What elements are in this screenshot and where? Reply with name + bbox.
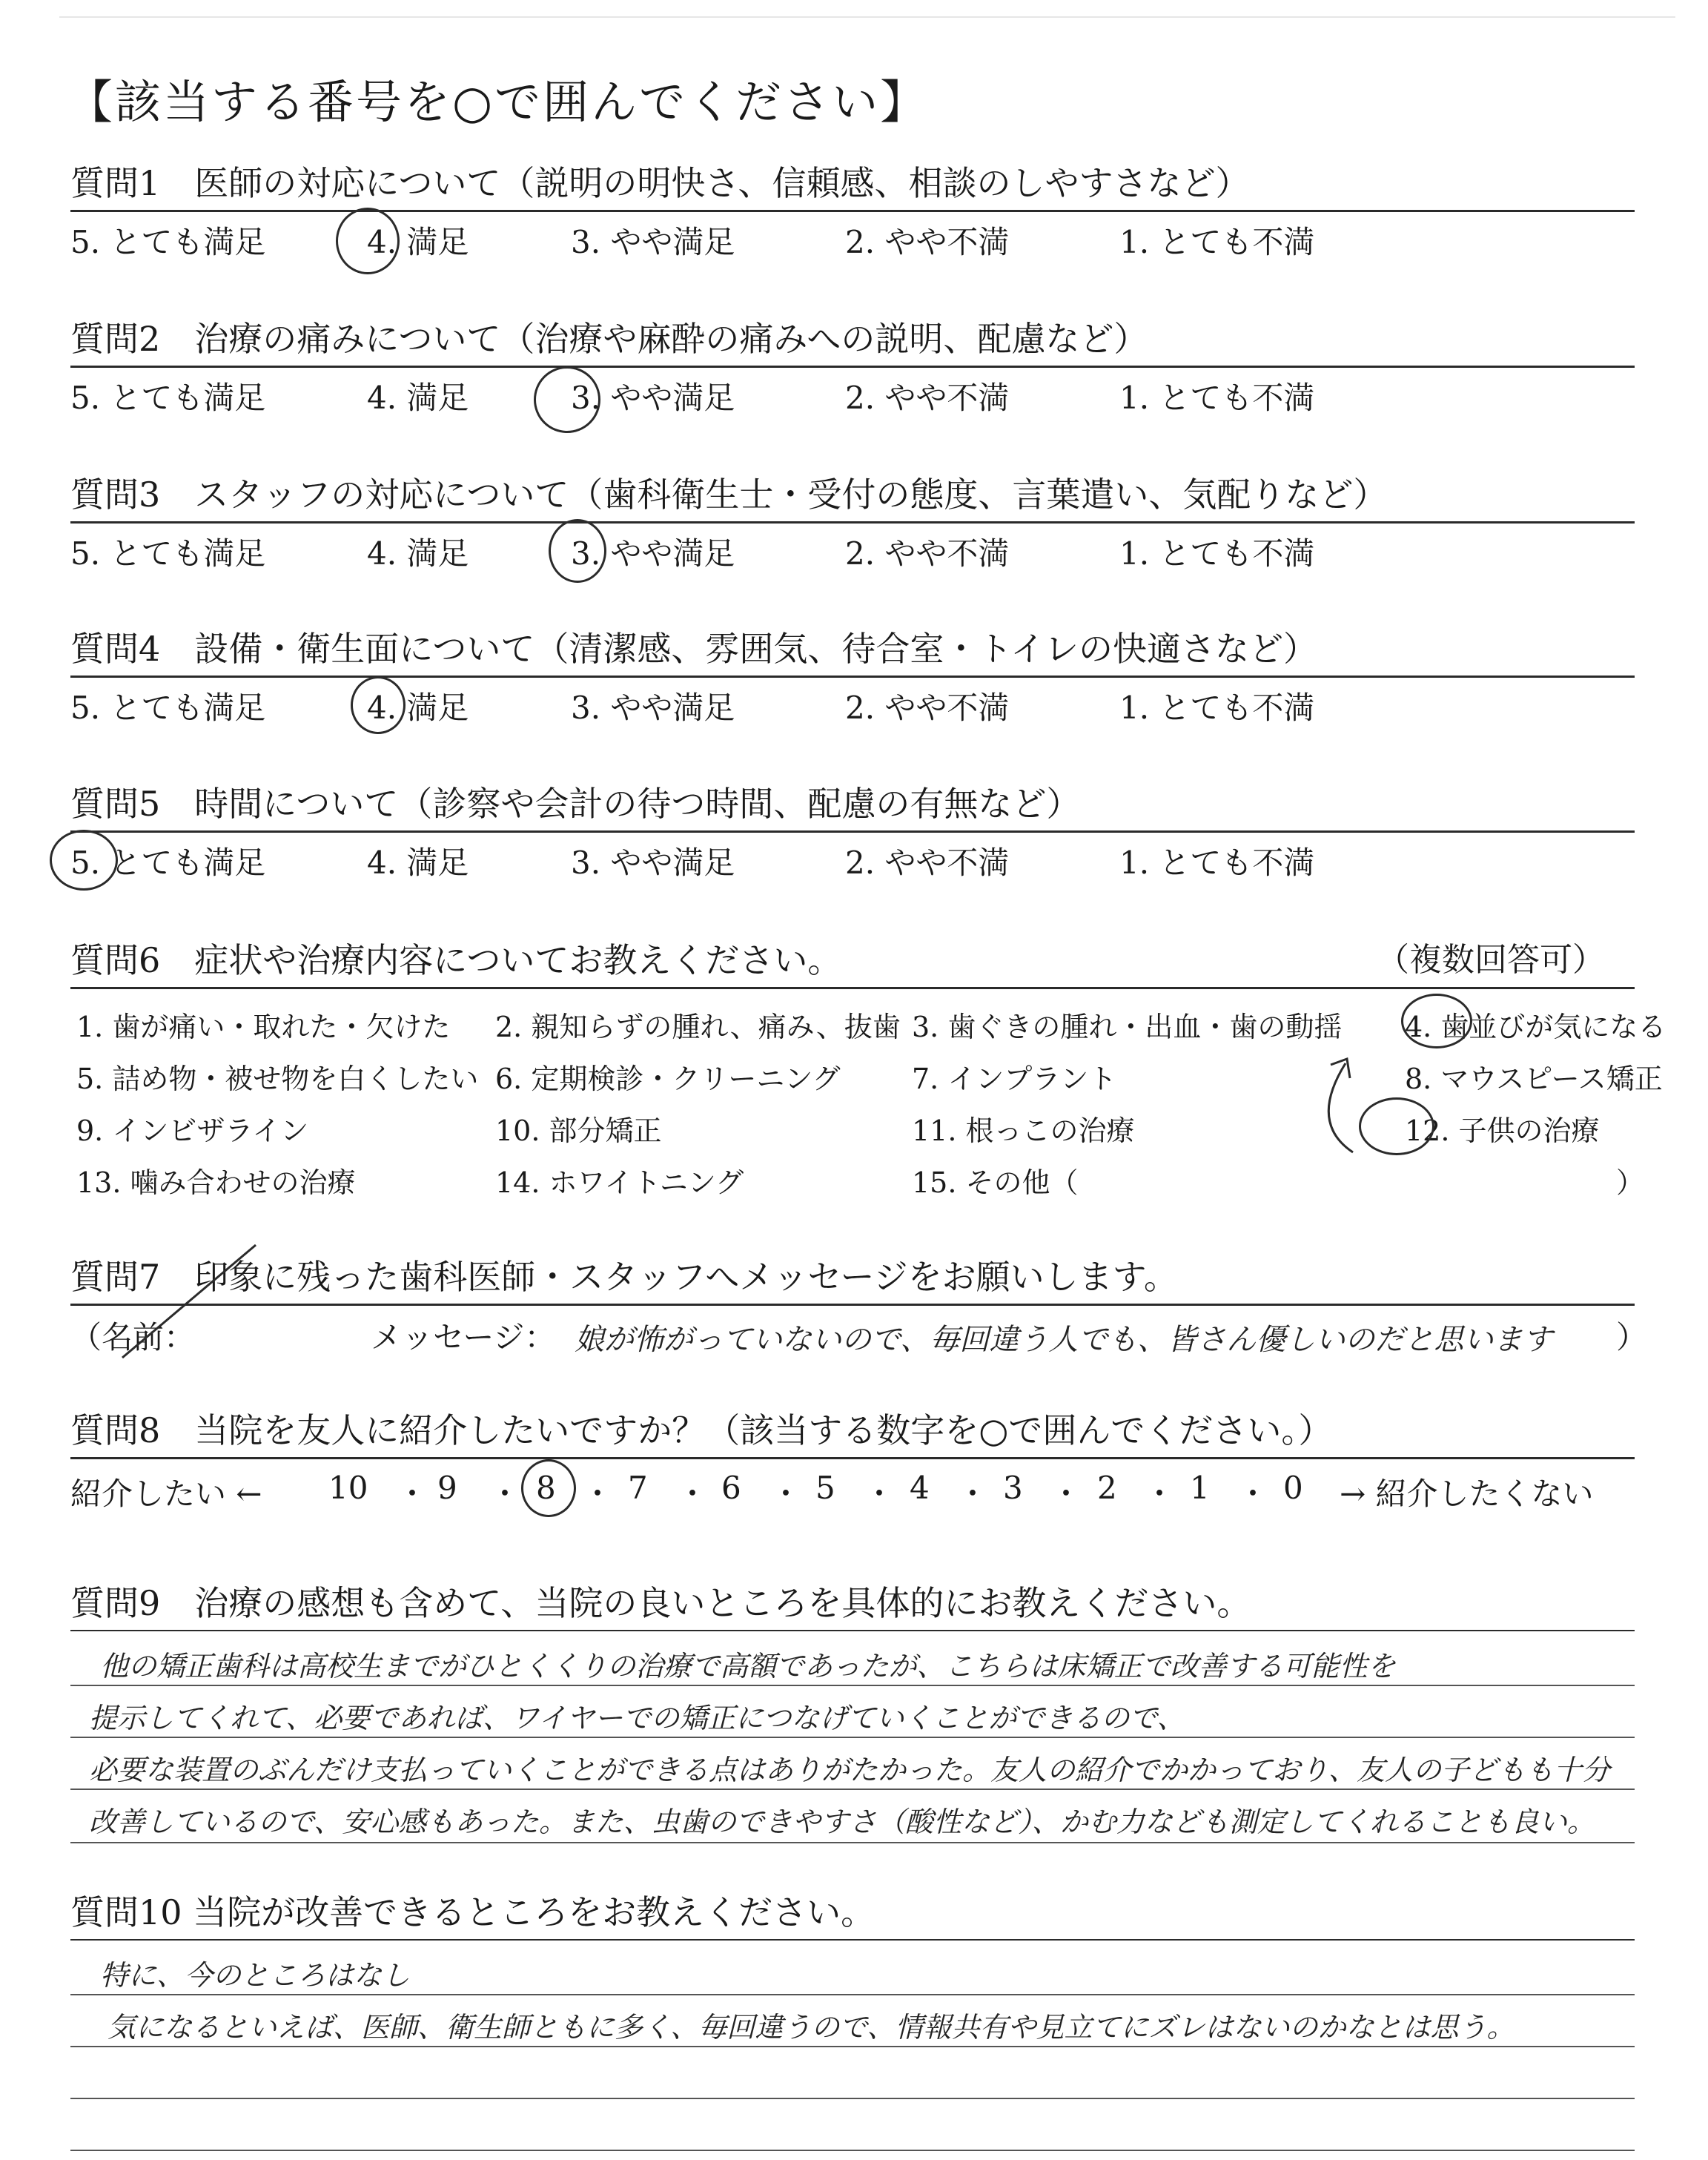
selection-circle [351,676,406,734]
question-1-options [70,212,1635,271]
option-1[interactable]: 1. とても不満 [1119,380,1315,416]
symptom-14[interactable]: 14. ホワイトニング [495,1166,744,1199]
symptom-5[interactable]: 5. 詰め物・被せ物を白くしたい [76,1063,479,1095]
score-6[interactable]: 6 [721,1470,741,1506]
good-points-line-1: 他の矯正歯科は高校生までがひとくくりの治療で高額であったが、こちらは床矯正で改善する可能性を [100,1650,1396,1682]
option-2[interactable]: 2. やや不満 [845,535,1010,572]
selection-circle [521,1459,576,1517]
good-points-line-4: 改善しているので、安心感もあった。また、虫歯のできやすさ（酸性など）、かむ力なども測定してくれることも良い。 [89,1806,1595,1838]
selection-circle [549,519,606,583]
improvement-answer [70,1941,1635,2156]
question-3-title: 質問3 スタッフの対応について（歯科衛生士・受付の態度、言葉遣い、気配りなど） [70,475,1388,515]
question-4 [70,625,1635,737]
score-0[interactable]: 0 [1283,1470,1303,1506]
score-10[interactable]: 10 [328,1470,368,1506]
improvement-line-1: 特に、今のところはなし [100,1959,411,1992]
option-3[interactable]: 3. やや満足 [571,380,735,416]
good-points-line-2: 提示してくれて、必要であれば、ワイヤーでの矯正につなげていくことができるので、 [89,1702,1185,1734]
form-heading: 【該当する番号を○で囲んでください】 [67,75,929,129]
question-8 [70,1407,1635,1519]
option-5[interactable]: 5. とても満足 [70,845,266,881]
option-2[interactable]: 2. やや不満 [845,380,1010,416]
option-5[interactable]: 5. とても満足 [70,224,266,260]
good-points-line-3: 必要な装置のぶんだけ支払っていくことができる点はありがたかった。友人の紹介でかかっており、友人の子どもも十分 [89,1754,1611,1786]
option-1[interactable]: 1. とても不満 [1119,224,1315,260]
symptom-12[interactable]: 12. 子供の治療 [1405,1114,1600,1147]
other-close-paren: ） [1616,1166,1645,1199]
score-8[interactable]: 8 [536,1470,556,1506]
strike-line [115,1239,263,1365]
question-4-title: 質問4 設備・衛生面について（清潔感、雰囲気、待合室・トイレの快適さなど） [70,629,1318,669]
score-5[interactable]: 5 [815,1470,835,1506]
symptom-options [70,989,1666,1212]
option-3[interactable]: 3. やや満足 [571,845,735,881]
symptom-2[interactable]: 2. 親知らずの腫れ、痛み、抜歯 [495,1011,901,1043]
message-text: 娘が怖がっていないので、毎回違う人でも、皆さん優しいのだと思います [575,1323,1553,1357]
question-6-title-text: 質問6 症状や治療内容についてお教えください。 [70,940,842,980]
question-3-options [70,524,1635,583]
message-row [70,1306,1648,1365]
good-points-answer [70,1631,1635,1854]
option-5[interactable]: 5. とても満足 [70,690,266,726]
selection-circle [336,208,400,274]
option-3[interactable]: 3. やや満足 [571,224,735,260]
symptom-3[interactable]: 3. 歯ぐきの腫れ・出血・歯の動揺 [912,1011,1343,1043]
selection-circle [50,830,118,891]
option-2[interactable]: 2. やや不満 [845,845,1010,881]
option-5[interactable]: 5. とても満足 [70,380,266,416]
option-4[interactable]: 4. 満足 [367,690,469,726]
question-1 [70,159,1635,271]
symptom-9[interactable]: 9. インビザライン [76,1114,309,1147]
symptom-10[interactable]: 10. 部分矯正 [495,1114,662,1147]
score-1[interactable]: 1 [1190,1470,1210,1506]
option-5[interactable]: 5. とても満足 [70,535,266,572]
recommend-scale: 紹介したい ← 10 ・ 9 ・ 8 ・ 7 ・ 6 ・ 5 ・ 4 ・ 3 ・ 2 ・ 1 ・ 0 → 紹介したくない [70,1459,1635,1519]
symptom-4[interactable]: 4. 歯並びが気になる [1405,1011,1666,1043]
symptom-6[interactable]: 6. 定期検診・クリーニング [495,1063,841,1095]
question-2-options [70,368,1635,427]
option-1[interactable]: 1. とても不満 [1119,845,1315,881]
score-3[interactable]: 3 [1003,1470,1023,1506]
option-4[interactable]: 4. 満足 [367,845,469,881]
message-close-paren: ） [1616,1319,1648,1355]
question-10-title: 質問10 当院が改善できるところをお教えください。 [70,1892,875,1932]
score-7[interactable]: 7 [628,1470,648,1506]
improvement-line-2: 気になるといえば、医師、衛生師ともに多く、毎回違うので、情報共有や見立てにズレはないのかなとは思う。 [107,2011,1515,2044]
question-9-title: 質問9 治療の感想も含めて、当院の良いところを具体的にお教えください。 [70,1583,1251,1623]
question-9 [70,1579,1635,1854]
symptom-8[interactable]: 8. マウスピース矯正 [1405,1063,1663,1095]
question-4-options [70,678,1635,737]
message-label: メッセージ： [371,1319,556,1355]
selection-circle-4 [1401,994,1472,1048]
question-6-title [70,937,1635,984]
question-2-title: 質問2 治療の痛みについて（治療や麻酔の痛みへの説明、配慮など） [70,319,1148,359]
option-3[interactable]: 3. やや満足 [571,690,735,726]
symptom-11[interactable]: 11. 根っこの治療 [912,1114,1135,1147]
option-4[interactable]: 4. 満足 [367,380,469,416]
multiple-answer-note: （複数回答可） [1377,941,1605,979]
top-border [59,16,1675,18]
question-1-title: 質問1 医師の対応について（説明の明快さ、信頼感、相談のしやすさなど） [70,163,1250,203]
question-7-title: 質問7 印象に残った歯科医師・スタッフへメッセージをお願いします。 [70,1257,1178,1297]
score-9[interactable]: 9 [437,1470,457,1506]
symptom-1[interactable]: 1. 歯が痛い・取れた・欠けた [76,1011,451,1043]
question-6 [70,937,1666,1212]
option-2[interactable]: 2. やや不満 [845,224,1010,260]
name-label: （名前： [70,1319,196,1355]
recommend-left-label: 紹介したい ← [70,1476,262,1512]
symptom-15[interactable]: 15. その他（ [912,1166,1079,1199]
question-5-options [70,833,1635,892]
score-2[interactable]: 2 [1097,1470,1117,1506]
option-1[interactable]: 1. とても不満 [1119,690,1315,726]
question-5 [70,780,1635,892]
recommend-right-label: → 紹介したくない [1340,1476,1594,1512]
question-8-title: 質問8 当院を友人に紹介したいですか？（該当する数字を○で囲んでください。） [70,1410,1333,1450]
bracket-arrow-icon [1294,1034,1383,1175]
question-2 [70,315,1635,427]
symptom-13[interactable]: 13. 噛み合わせの治療 [76,1166,356,1199]
selection-circle [534,366,600,433]
score-4[interactable]: 4 [910,1470,930,1506]
question-3 [70,471,1635,583]
option-4[interactable]: 4. 満足 [367,535,469,572]
question-10 [70,1889,1635,2156]
option-3[interactable]: 3. やや満足 [571,535,735,572]
option-1[interactable]: 1. とても不満 [1119,535,1315,572]
option-2[interactable]: 2. やや不満 [845,690,1010,726]
symptom-7[interactable]: 7. インプラント [912,1063,1117,1095]
question-7 [70,1253,1648,1365]
question-5-title: 質問5 時間について（診察や会計の待つ時間、配慮の有無など） [70,784,1081,824]
option-4[interactable]: 4. 満足 [367,224,469,260]
